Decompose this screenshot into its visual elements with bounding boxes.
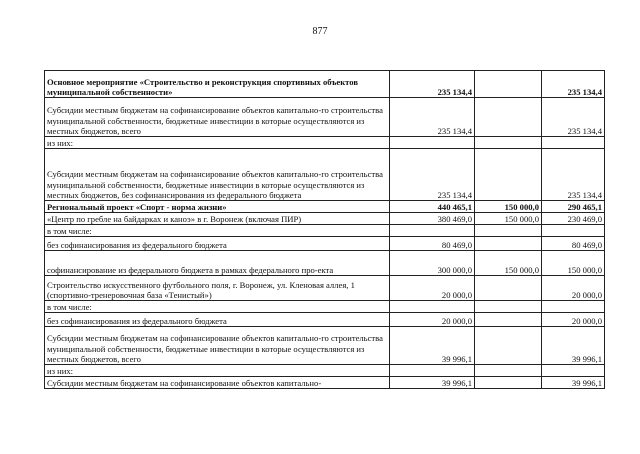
row-description: без софинансирования из федерального бюджета xyxy=(45,313,390,327)
value-federal xyxy=(475,377,542,389)
value-regional: 290 465,1 xyxy=(542,201,605,213)
page-number: 877 xyxy=(312,26,328,37)
value-federal xyxy=(475,98,542,137)
table-row xyxy=(45,327,605,365)
value-regional xyxy=(542,225,605,237)
budget-table-body xyxy=(45,71,605,389)
value-regional: 20 000,0 xyxy=(542,313,605,327)
value-federal xyxy=(475,276,542,301)
row-description: из них: xyxy=(45,365,390,377)
value-total xyxy=(390,225,475,237)
row-description: в том числе: xyxy=(45,301,390,313)
value-regional: 150 000,0 xyxy=(542,251,605,276)
table-row xyxy=(45,213,605,225)
row-description: Субсидии местным бюджетам на софинансирование объектов капитально-го строительства муниципальной собственности, бюджетные инвестиции в которые осуществляются из местных бюджетов, без софинансирования из федерального бюджета xyxy=(45,149,390,201)
value-regional: 235 134,4 xyxy=(542,98,605,137)
row-description: «Центр по гребле на байдарках и каноэ» в г. Воронеж (включая ПИР) xyxy=(45,213,390,225)
value-total: 20 000,0 xyxy=(390,313,475,327)
table-row xyxy=(45,301,605,313)
table-row xyxy=(45,201,605,213)
table-row xyxy=(45,237,605,251)
value-regional: 39 996,1 xyxy=(542,327,605,365)
value-total: 20 000,0 xyxy=(390,276,475,301)
value-federal xyxy=(475,327,542,365)
table-row xyxy=(45,276,605,301)
value-total: 380 469,0 xyxy=(390,213,475,225)
row-description: без софинансирования из федерального бюджета xyxy=(45,237,390,251)
row-description: Субсидии местным бюджетам на софинансирование объектов капитально- xyxy=(45,377,390,389)
value-total: 235 134,4 xyxy=(390,71,475,98)
value-total: 300 000,0 xyxy=(390,251,475,276)
value-federal xyxy=(475,301,542,313)
row-description: в том числе: xyxy=(45,225,390,237)
value-federal xyxy=(475,237,542,251)
table-row xyxy=(45,98,605,137)
value-total: 80 469,0 xyxy=(390,237,475,251)
table-row xyxy=(45,377,605,389)
table-row xyxy=(45,313,605,327)
value-regional xyxy=(542,137,605,149)
value-total: 440 465,1 xyxy=(390,201,475,213)
value-federal: 150 000,0 xyxy=(475,201,542,213)
value-regional xyxy=(542,301,605,313)
value-total: 39 996,1 xyxy=(390,377,475,389)
value-federal xyxy=(475,71,542,98)
table-row xyxy=(45,365,605,377)
value-total: 235 134,4 xyxy=(390,98,475,137)
value-regional: 39 996,1 xyxy=(542,377,605,389)
table-row xyxy=(45,251,605,276)
value-federal xyxy=(475,137,542,149)
value-total xyxy=(390,365,475,377)
value-total: 235 134,4 xyxy=(390,149,475,201)
value-federal xyxy=(475,225,542,237)
value-regional: 80 469,0 xyxy=(542,237,605,251)
value-federal xyxy=(475,365,542,377)
row-description: Региональный проект «Спорт - норма жизни» xyxy=(45,201,390,213)
value-federal xyxy=(475,313,542,327)
value-regional xyxy=(542,365,605,377)
value-federal: 150 000,0 xyxy=(475,251,542,276)
value-regional: 235 134,4 xyxy=(542,71,605,98)
row-description: Субсидии местным бюджетам на софинансирование объектов капитально-го строительства муниципальной собственности, бюджетные инвестиции в которые осуществляются из местных бюджетов, всего xyxy=(45,327,390,365)
row-description: Строительство искусственного футбольного поля, г. Воронеж, ул. Кленовая аллея, 1 (спортивно-тренеровочная база «Тенистый») xyxy=(45,276,390,301)
row-description: из них: xyxy=(45,137,390,149)
value-total: 39 996,1 xyxy=(390,327,475,365)
table-row xyxy=(45,225,605,237)
value-federal: 150 000,0 xyxy=(475,213,542,225)
table-row xyxy=(45,137,605,149)
row-description: Субсидии местным бюджетам на софинансирование объектов капитально-го строительства муниципальной собственности, бюджетные инвестиции в которые осуществляются из местных бюджетов, всего xyxy=(45,98,390,137)
value-regional: 20 000,0 xyxy=(542,276,605,301)
value-regional: 230 469,0 xyxy=(542,213,605,225)
row-description: софинансирование из федерального бюджета в рамках федерального про-екта xyxy=(45,251,390,276)
table-row xyxy=(45,149,605,201)
table-row xyxy=(45,71,605,98)
value-federal xyxy=(475,149,542,201)
row-description: Основное мероприятие «Строительство и реконструкция спортивных объектов муниципальной собственности» xyxy=(45,71,390,98)
value-total xyxy=(390,301,475,313)
value-total xyxy=(390,137,475,149)
budget-table xyxy=(44,70,605,389)
value-regional: 235 134,4 xyxy=(542,149,605,201)
